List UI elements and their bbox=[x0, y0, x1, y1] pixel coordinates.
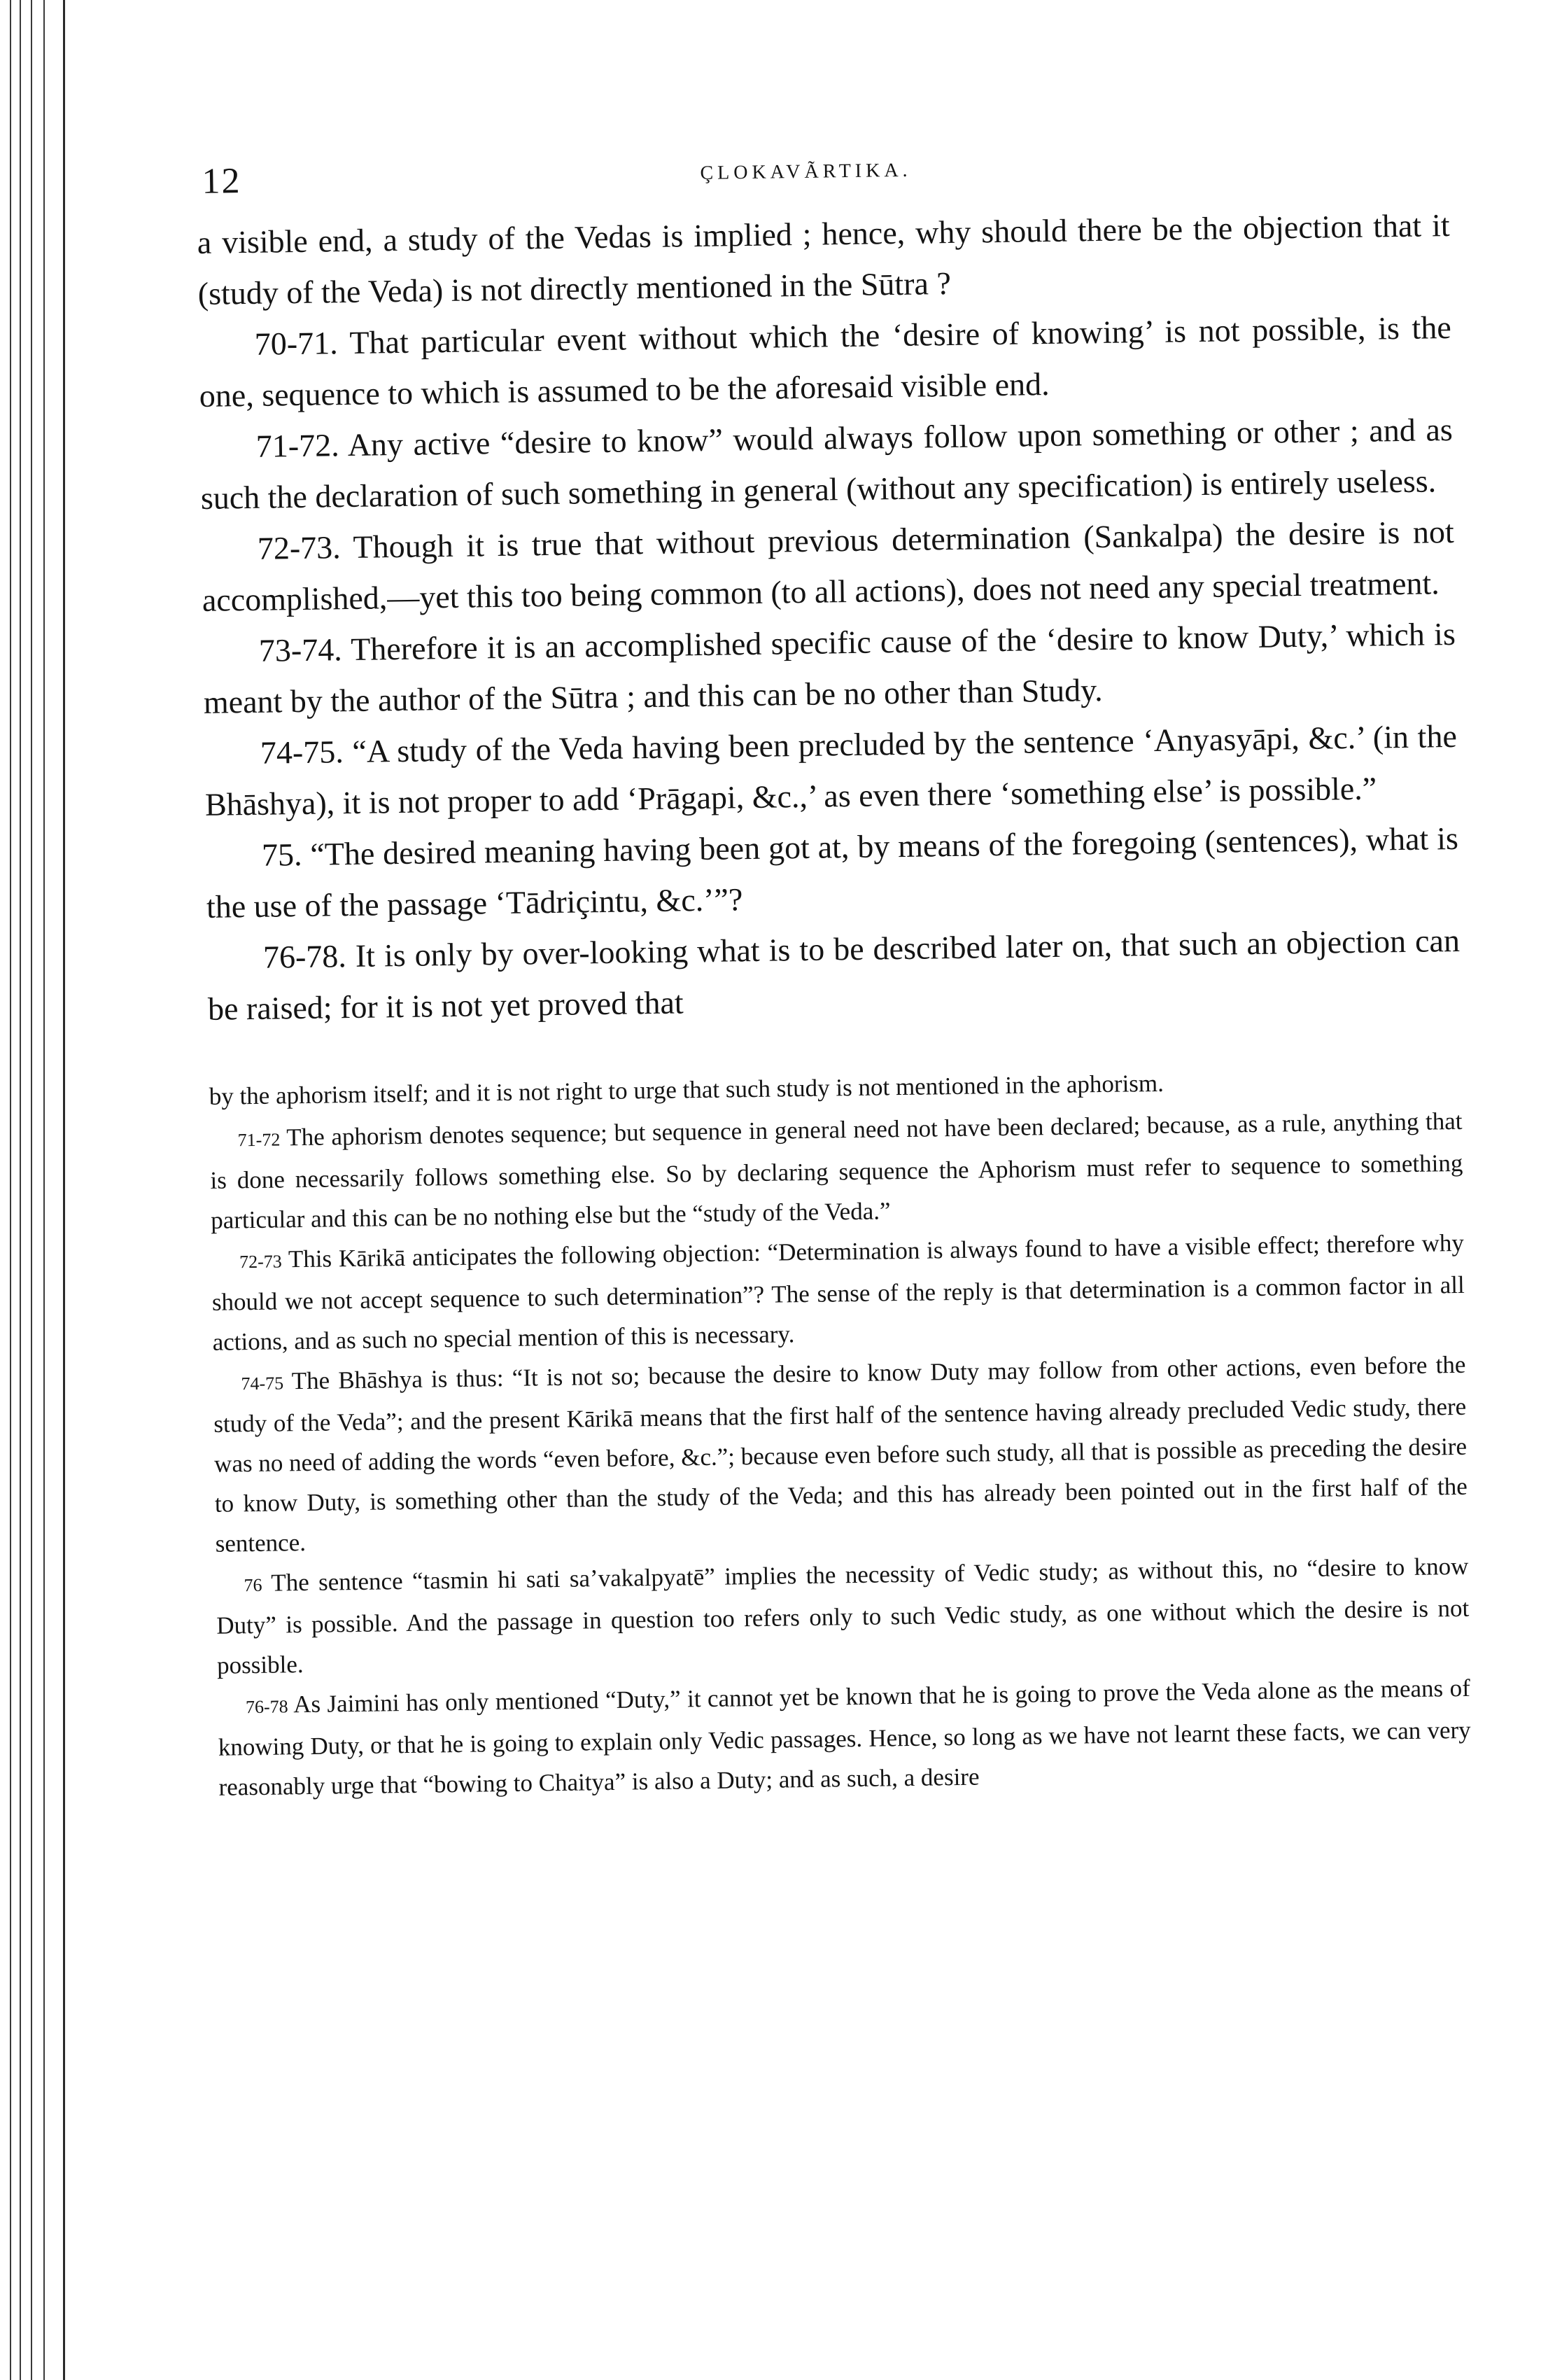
verse-text: That particular event without which the ‘desire of knowing’ is not possible, is the one, sequence to which is assumed to be the aforesaid visible end. bbox=[199, 309, 1452, 414]
binding-line bbox=[10, 0, 11, 2380]
footnote-text: This Kārikā anticipates the following objection: “Determination is always found to have a visible effect; therefore why should we not accept sequence to such determination”? The sense of the reply is that determination is a common factor in all actions, and as such no special mention of this is necessary. bbox=[211, 1228, 1465, 1356]
verse-number: 75. bbox=[261, 836, 302, 873]
verse-paragraph bbox=[207, 915, 1461, 1035]
verse-text: Any active “desire to know” would always follow upon something or other ; and as such the declaration of such something in general (without any specification) is entirely useless. bbox=[200, 411, 1454, 516]
footnote bbox=[218, 1668, 1472, 1807]
footnotes bbox=[209, 1059, 1471, 1807]
verse-paragraph bbox=[198, 302, 1452, 421]
verse-number: 70-71. bbox=[254, 325, 338, 362]
verse-number: 71-72. bbox=[255, 427, 340, 464]
footnote-number: 76-78 bbox=[245, 1696, 288, 1718]
verse-text: Therefore it is an accomplished specific cause of the ‘desire to know Duty,’ which is meant by the author of the Sūtra ; and this can be no other than Study. bbox=[203, 615, 1456, 720]
footnote-number: 71-72 bbox=[237, 1129, 281, 1151]
verse-number: 72-73. bbox=[257, 529, 342, 566]
footnote bbox=[209, 1101, 1463, 1240]
verse-number: 76-78. bbox=[262, 938, 347, 975]
footnote-text: As Jaimini has only mentioned “Duty,” it cannot yet be known that he is going to prove the Veda alone as the means of knowing Duty, or that he is going to explain only Vedic passages. Hence, so long as we have not learnt these facts, we can very reasonably urge that “bowing to Chaitya” is also a Duty; and as such, a desire bbox=[218, 1674, 1471, 1801]
verse-paragraph bbox=[197, 200, 1451, 319]
footnote-number: 74-75 bbox=[241, 1373, 284, 1394]
footnote-number: 72-73 bbox=[239, 1251, 282, 1273]
verse-paragraph bbox=[201, 506, 1455, 626]
footnote-text: by the aphorism itself; and it is not right to urge that such study is not mentioned in the aphorism. bbox=[209, 1069, 1164, 1110]
main-text bbox=[197, 200, 1461, 1035]
verse-number: 74-75. bbox=[260, 734, 344, 771]
footnote-text: The Bhāshya is thus: “It is not so; because the desire to know Duty may follow from other actions, even before the study of the Veda”; and the present Kārikā means that the first half of the sentence having already precluded Vedic study, there was no need of adding the words “even before, &c.”; because even before such study, all that is possible as preceding the desire to know Duty, is something other than the study of the Veda; and this has already been pointed out in the first half of the sentence. bbox=[213, 1350, 1468, 1558]
footnote-text: The aphorism denotes sequence; but sequence in general need not have been declared; because, as a rule, anything that is done necessarily follows something else. So by declaring sequence the Aphorism must refer to sequence to something particular and this can be no nothing else but the “study of the Veda.” bbox=[210, 1107, 1463, 1234]
footnote-number: 76 bbox=[244, 1574, 262, 1596]
verse-paragraph bbox=[205, 813, 1459, 932]
verse-paragraph bbox=[199, 404, 1454, 524]
verse-text: Though it is true that without previous determination (Sankalpa) the desire is not accomplished,—yet this too being common (to all actions), does not need any special treatment. bbox=[202, 513, 1455, 618]
verse-text: “The desired meaning having been got at, by means of the foregoing (sentences), what is the use of the passage ‘Tādriçintu, &c.’”? bbox=[206, 820, 1459, 925]
running-title: ÇLOKAVÃRTIKA. bbox=[700, 159, 912, 184]
footnote bbox=[211, 1223, 1465, 1362]
verse-paragraph bbox=[204, 710, 1458, 830]
verse-text: “A study of the Veda having been precluded by the sentence ‘Anyasyāpi, &c.’ (in the Bhāshya), it is not proper to add ‘Prāgapi, &c.,’ as even there ‘something else’ is possible.” bbox=[204, 718, 1458, 822]
verse-number: 73-74. bbox=[258, 631, 343, 668]
verse-text: a visible end, a study of the Vedas is implied ; hence, why should there be the objection that it (study of the Veda) is not directly mentioned in the Sūtra ? bbox=[197, 206, 1450, 312]
book-page bbox=[196, 136, 1472, 1807]
footnote bbox=[213, 1345, 1468, 1564]
verse-text: It is only by over-looking what is to be described later on, that such an objection can be raised; for it is not yet proved that bbox=[207, 922, 1461, 1027]
binding-line bbox=[43, 0, 45, 2380]
footnote bbox=[216, 1546, 1470, 1686]
binding-line bbox=[20, 0, 21, 2380]
verse-paragraph bbox=[202, 608, 1456, 728]
footnote-text: The sentence “tasmin hi sati sa’vakalpyatē” implies the necessity of Vedic study; as without this, no “desire to know Duty” is possible. And the passage in question too refers only to such Vedic study, as one without which the desire is not possible. bbox=[216, 1552, 1470, 1679]
page-number: 12 bbox=[202, 161, 241, 202]
binding-line bbox=[31, 0, 32, 2380]
